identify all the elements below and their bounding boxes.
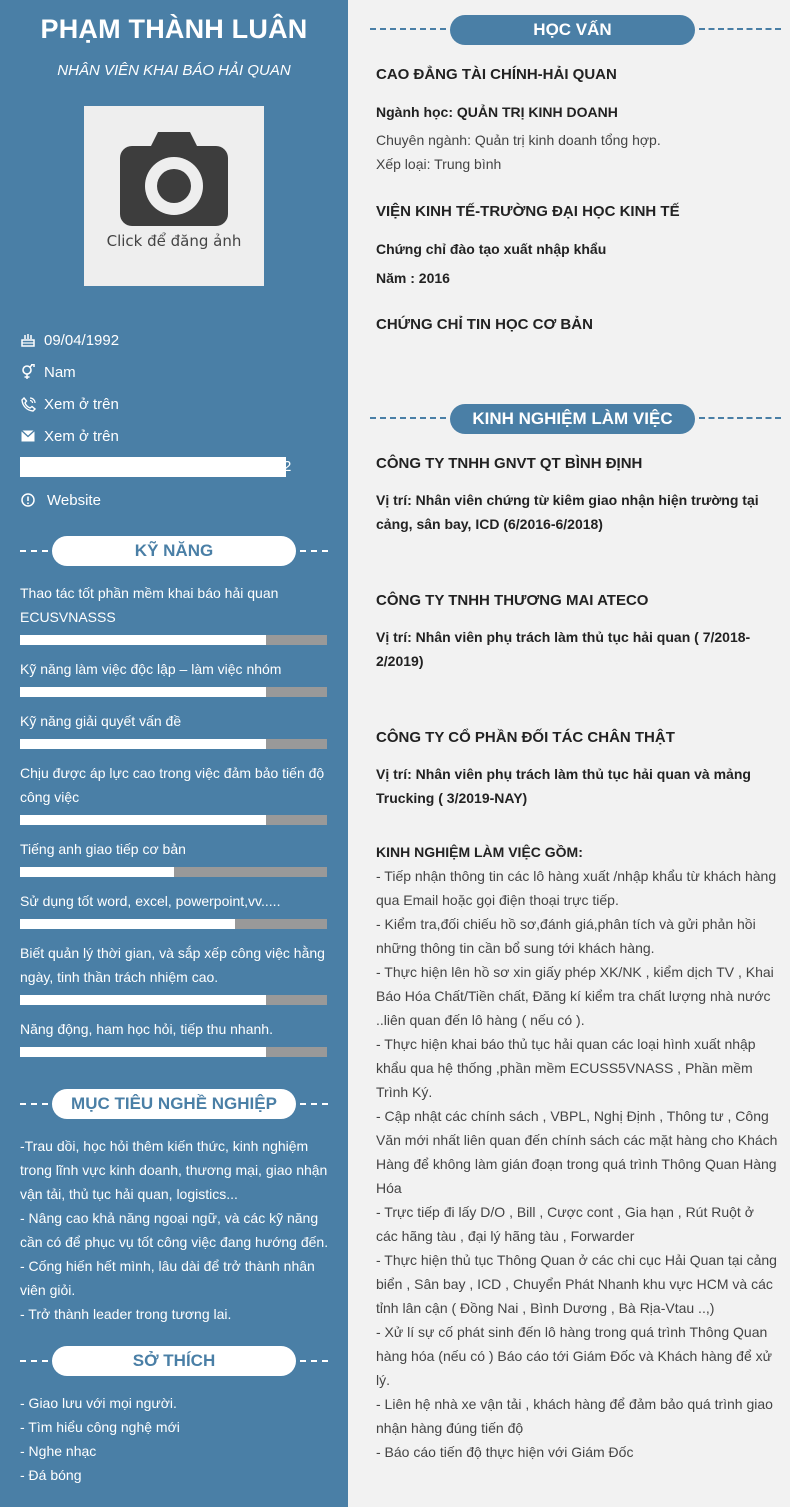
job-position: Vị trí: Nhân viên phụ trách làm thủ tục hải quan ( 7/2018-2/2019) bbox=[376, 629, 751, 669]
skill-label: Tiếng anh giao tiếp cơ bản bbox=[20, 841, 186, 857]
company-name: CÔNG TY TNHH GNVT QT BÌNH ĐỊNH bbox=[376, 455, 643, 472]
skill-bar bbox=[20, 867, 327, 877]
major: Ngành học: QUẢN TRỊ KINH DOANH bbox=[376, 104, 618, 120]
objective-line: -Trau dồi, học hỏi thêm kiến thức, kinh nghiệm trong lĩnh vực kinh doanh, thương mại, giao nhận vận tải, thủ tục hải quan, logistics... bbox=[20, 1138, 328, 1202]
hobby-item: - Nghe nhạc bbox=[20, 1443, 97, 1459]
full-name: PHẠM THÀNH LUÂN bbox=[40, 14, 308, 44]
hobbies-heading-bar bbox=[0, 1346, 348, 1376]
sidebar bbox=[0, 0, 348, 1507]
website-link[interactable]: Website bbox=[47, 491, 101, 509]
hobbies-list bbox=[20, 1391, 330, 1487]
skill-label: Kỹ năng làm việc độc lập – làm việc nhóm bbox=[20, 661, 282, 677]
job-position: Vị trí: Nhân viên phụ trách làm thủ tục hải quan và mảng Trucking ( 3/2019-NAY) bbox=[376, 766, 751, 806]
specialization: Chuyên ngành: Quản trị kinh doanh tổng hợp. bbox=[376, 132, 661, 148]
hobbies-heading: SỞ THÍCH bbox=[52, 1346, 296, 1376]
skill-bar bbox=[20, 815, 327, 825]
experience-detail: - Kiểm tra,đối chiếu hồ sơ,đánh giá,phân tích và gửi phản hồi những thông tin cần bổ sung tới khách hàng. bbox=[376, 916, 756, 956]
gender-value: Nam bbox=[44, 363, 76, 381]
experience-detail: - Báo cáo tiến độ thực hiện với Giám Đốc bbox=[376, 1444, 634, 1460]
company-name: CÔNG TY TNHH THƯƠNG MAI ATECO bbox=[376, 592, 649, 609]
experience-heading-bar bbox=[348, 404, 790, 434]
objective-heading-bar bbox=[0, 1089, 348, 1119]
skill-bar bbox=[20, 635, 327, 645]
objective-line: - Trở thành leader trong tương lai. bbox=[20, 1306, 232, 1322]
skill-bar bbox=[20, 995, 327, 1005]
experience-detail: - Cập nhật các chính sách , VBPL, Nghị Định , Thông tư , Công Văn mới nhất liên quan đến chính sách các mặt hàng cho Khách Hàng để không làm gián đoạn trong quá trình Thông Quan Hàng Hóa bbox=[376, 1108, 778, 1196]
experience-detail: - Thực hiện thủ tục Thông Quan ở các chi cục Hải Quan tại cảng biển , Sân bay , ICD , Chuyển Phát Nhanh khu vực HCM và các tỉnh lân cận ( Đồng Nai , Bình Dương , Bà Rịa-Vtau ..,) bbox=[376, 1252, 777, 1316]
address-tail: 2 bbox=[283, 458, 292, 475]
skill-label: Năng động, ham học hỏi, tiếp thu nhanh. bbox=[20, 1021, 273, 1037]
hobby-item: - Đá bóng bbox=[20, 1467, 82, 1483]
email-row bbox=[20, 425, 119, 447]
school-name: CAO ĐẲNG TÀI CHÍNH-HẢI QUAN bbox=[376, 66, 617, 83]
rank: Xếp loại: Trung bình bbox=[376, 156, 502, 172]
school-name: CHỨNG CHỈ TIN HỌC CƠ BẢN bbox=[376, 316, 593, 333]
experience-detail: - Tiếp nhận thông tin các lô hàng xuất /nhập khẩu từ khách hàng qua Email hoặc gọi điện thoại trực tiếp. bbox=[376, 868, 777, 908]
objective-heading: MỤC TIÊU NGHỀ NGHIỆP bbox=[52, 1089, 296, 1119]
school-name: VIỆN KINH TẾ-TRƯỜNG ĐẠI HỌC KINH TẾ bbox=[376, 203, 680, 220]
skill-label: Thao tác tốt phần mềm khai báo hải quan ECUSVNASSS bbox=[20, 585, 279, 625]
info-icon bbox=[20, 492, 36, 508]
experience-heading: KINH NGHIỆM LÀM VIỆC bbox=[450, 404, 695, 434]
experience-detail: - Liên hệ nhà xe vận tải , khách hàng để đảm bảo quá trình giao nhận hàng đúng tiến độ bbox=[376, 1396, 773, 1436]
job-title: NHÂN VIÊN KHAI BÁO HẢI QUAN bbox=[57, 62, 291, 79]
skill-label: Biết quản lý thời gian, và sắp xếp công việc hằng ngày, tinh thần trách nhiệm cao. bbox=[20, 945, 325, 985]
education-heading: HỌC VẤN bbox=[450, 15, 695, 45]
certificate: Chứng chỉ đào tạo xuất nhập khẩu bbox=[376, 241, 607, 257]
email-value: Xem ở trên bbox=[44, 427, 119, 445]
cake-icon bbox=[20, 332, 36, 348]
address-redacted bbox=[20, 457, 286, 477]
skill-label: Chịu được áp lực cao trong việc đảm bảo tiến độ công việc bbox=[20, 765, 325, 805]
website-row bbox=[20, 489, 101, 511]
experience-detail: - Xử lí sự cố phát sinh đến lô hàng trong quá trình Thông Quan hàng hóa (nếu có ) Báo cáo tới Giám Đốc và Khách hàng để xử lý. bbox=[376, 1324, 773, 1388]
experience-detail: - Trực tiếp đi lấy D/O , Bill , Cược cont , Gia hạn , Rút Ruột ở các hãng tàu , đại lý hãng tàu , Forwarder bbox=[376, 1204, 754, 1244]
skill-bar bbox=[20, 739, 327, 749]
phone-value: Xem ở trên bbox=[44, 395, 119, 413]
certificate-year: Năm : 2016 bbox=[376, 270, 450, 286]
skill-label: Kỹ năng giải quyết vấn đề bbox=[20, 713, 182, 729]
camera-icon bbox=[120, 132, 228, 226]
company-name: CÔNG TY CỔ PHẦN ĐỐI TÁC CHÂN THẬT bbox=[376, 729, 675, 746]
birthday-value: 09/04/1992 bbox=[44, 331, 120, 349]
skills-heading: KỸ NĂNG bbox=[52, 536, 296, 566]
skills-heading-bar bbox=[0, 536, 348, 566]
skill-label: Sử dụng tốt word, excel, powerpoint,vv..... bbox=[20, 893, 281, 909]
envelope-icon bbox=[20, 428, 36, 444]
phone-icon bbox=[20, 396, 36, 412]
experience-details-title: KINH NGHIỆM LÀM VIỆC GỒM: bbox=[376, 844, 583, 860]
experience-detail: - Thực hiện lên hồ sơ xin giấy phép XK/NK , kiểm dịch TV , Khai Báo Hóa Chất/Tiền chất, Đăng kí kiểm tra chất lượng nhà nước ..liên quan đến lô hàng ( nếu có ). bbox=[376, 964, 774, 1028]
hobby-item: - Giao lưu với mọi người. bbox=[20, 1395, 177, 1411]
birthday-row bbox=[20, 329, 119, 351]
job-position: Vị trí: Nhân viên chứng từ kiêm giao nhận hiện trường tại cảng, sân bay, ICD (6/2016-6/2018) bbox=[376, 492, 759, 532]
skill-bar bbox=[20, 687, 327, 697]
experience-details bbox=[376, 840, 778, 1464]
experience-detail: - Thực hiện khai báo thủ tục hải quan các loại hình xuất nhập khẩu qua hệ thống ,phần mềm ECUSS5VNASS , Phần mềm Trình Ký. bbox=[376, 1036, 756, 1100]
objective-line: - Cống hiến hết mình, lâu dài để trở thành nhân viên giỏi. bbox=[20, 1258, 315, 1298]
phone-row bbox=[20, 393, 119, 415]
skill-bar bbox=[20, 919, 327, 929]
objective-text bbox=[20, 1134, 338, 1326]
skill-bar bbox=[20, 1047, 327, 1057]
photo-upload-label: Click để đăng ảnh bbox=[106, 232, 242, 250]
hobby-item: - Tìm hiểu công nghệ mới bbox=[20, 1419, 180, 1435]
gender-row bbox=[20, 361, 76, 383]
objective-line: - Nâng cao khả năng ngoại ngữ, và các kỹ năng cần có để phục vụ tốt công việc đang hướng đến. bbox=[20, 1210, 329, 1250]
education-heading-bar bbox=[348, 15, 790, 45]
photo-upload[interactable] bbox=[84, 106, 264, 286]
main-content bbox=[348, 0, 790, 1507]
gender-icon bbox=[20, 364, 36, 380]
